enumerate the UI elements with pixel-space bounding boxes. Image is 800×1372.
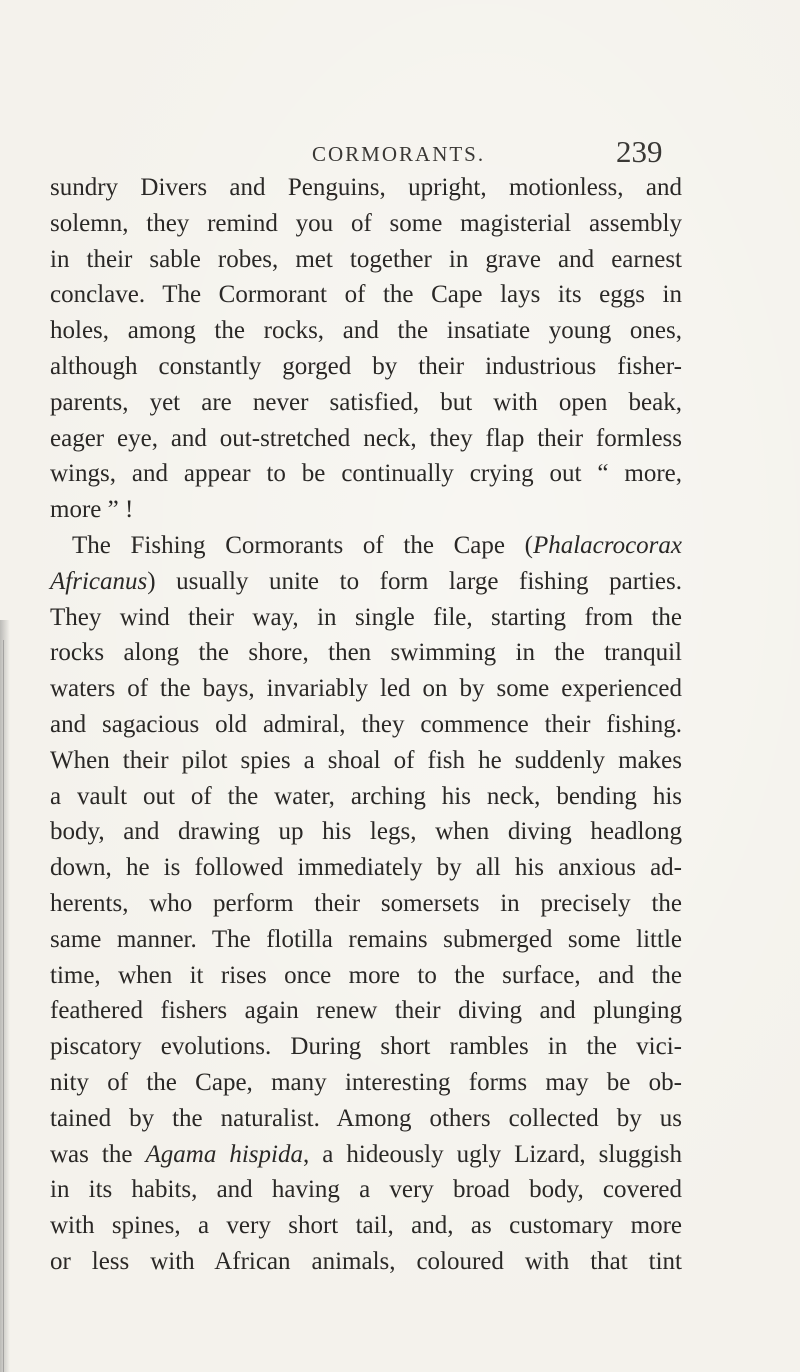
text-line: feathered fishers again renew their diving and plunging — [50, 997, 682, 1025]
text-line: down, he is followed immediately by all his anxious ad- — [50, 854, 682, 882]
text-line: nity of the Cape, many interesting forms may be ob- — [50, 1068, 682, 1096]
text-line: wings, and appear to be continually crying out “ more, — [50, 460, 682, 488]
page-number: 239 — [616, 134, 663, 169]
text-line: herents, who perform their somersets in precisely the — [50, 889, 682, 917]
text-line: or less with African animals, coloured with that tint — [50, 1247, 682, 1275]
species-name: Africanus — [50, 567, 148, 595]
text-line: body, and drawing up his legs, when diving headlong — [50, 818, 682, 846]
text-line: in their sable robes, met together in grave and earnest — [50, 245, 682, 273]
text-line: Africanus) usually unite to form large fishing parties. — [50, 567, 682, 595]
text-line: When their pilot spies a shoal of fish he suddenly makes — [50, 746, 682, 774]
text-line: although constantly gorged by their industrious fisher- — [50, 352, 682, 380]
text-line: in its habits, and having a very broad body, covered — [50, 1176, 682, 1204]
paragraph-start-line: The Fishing Cormorants of the Cape (Phalacrocorax — [72, 531, 682, 559]
text-line: with spines, a very short tail, and, as customary more — [50, 1212, 682, 1240]
paragraph-end-line: more ” ! — [50, 496, 134, 524]
text-line: waters of the bays, invariably led on by some experienced — [50, 675, 682, 703]
text-line: piscatory evolutions. During short rambles in the vici- — [50, 1033, 682, 1061]
text-line: conclave. The Cormorant of the Cape lays its eggs in — [50, 281, 682, 309]
text-line: parents, yet are never satisfied, but with open beak, — [50, 388, 682, 416]
text-line: was the Agama hispida, a hideously ugly Lizard, sluggish — [50, 1140, 683, 1168]
text-line: time, when it rises once more to the surface, and the — [50, 961, 682, 989]
text-line: a vault out of the water, arching his neck, bending his — [50, 782, 682, 810]
text-line: holes, among the rocks, and the insatiate young ones, — [50, 317, 682, 345]
text-line: eager eye, and out-stretched neck, they flap their formless — [50, 424, 682, 452]
page-edge-line — [3, 640, 4, 1372]
text-line: same manner. The flotilla remains submerged some little — [50, 925, 682, 953]
species-name: Phalacrocorax — [532, 531, 682, 559]
body-text — [50, 170, 682, 1280]
text-line: rocks along the shore, then swimming in the tranquil — [50, 639, 682, 667]
text-line: and sagacious old admiral, they commence their fishing. — [50, 710, 682, 738]
text-line: solemn, they remind you of some magisterial assembly — [50, 209, 682, 237]
text-line: They wind their way, in single file, starting from the — [50, 603, 682, 631]
text-line: sundry Divers and Penguins, upright, motionless, and — [50, 174, 682, 201]
running-header: CORMORANTS. — [312, 142, 486, 166]
text-line: tained by the naturalist. Among others collected by us — [50, 1104, 682, 1132]
species-name: Agama hispida — [145, 1140, 303, 1168]
page-edge-shadow — [0, 620, 10, 1372]
